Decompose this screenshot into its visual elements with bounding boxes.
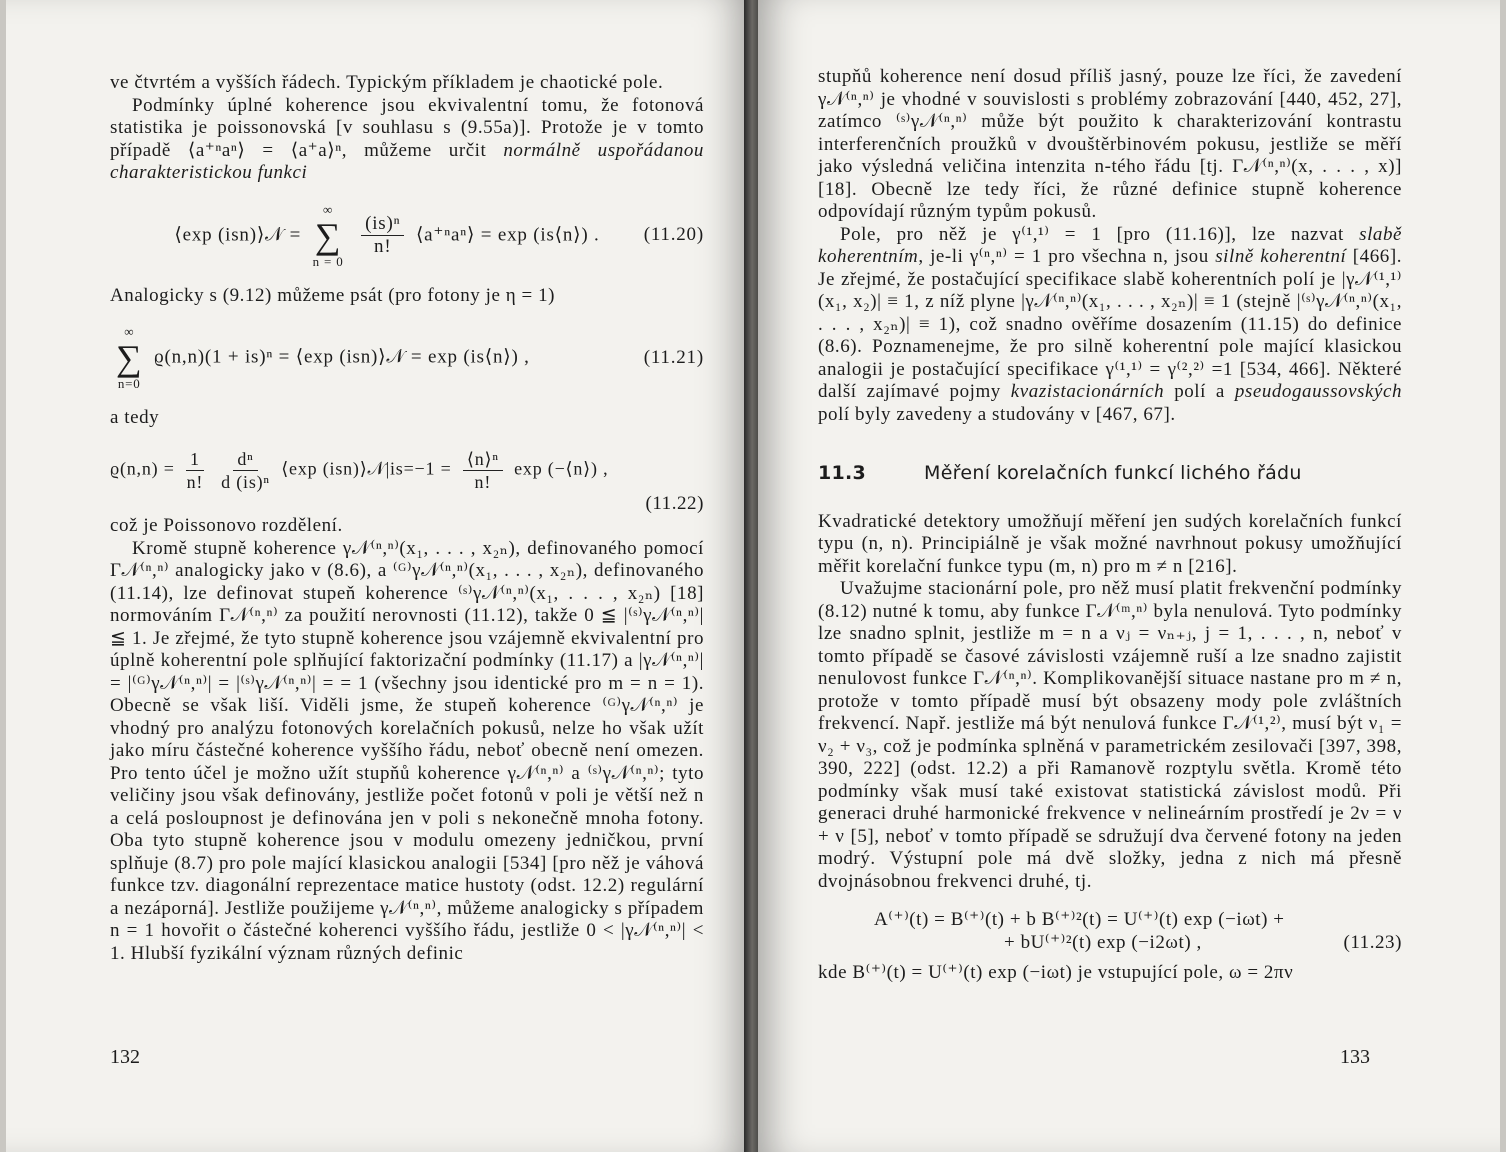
equation-number: (11.20) (643, 224, 704, 246)
denominator: d (is)ⁿ (221, 471, 270, 492)
eq-rhs: ϱ(n,n)(1 + is)ⁿ = ⟨exp (isn)⟩𝒩 = exp (is⟨n⟩) , (154, 346, 530, 368)
sigma-glyph: ∑ (314, 215, 342, 256)
fraction (463, 448, 503, 493)
equation-body (110, 448, 704, 493)
italic-term: slabě koherentním (818, 223, 1402, 267)
sum-lower-limit: n = 0 (312, 253, 344, 269)
section-number: 11.3 (818, 462, 867, 484)
paragraph (110, 95, 704, 185)
section-title: Měření korelačních funkcí lichého řádu (924, 462, 1302, 484)
equation-number: (11.21) (643, 346, 704, 368)
numerator: (is)ⁿ (361, 213, 404, 236)
paragraph: a tedy (110, 407, 160, 428)
italic-term: silně koherentní (1215, 246, 1347, 267)
fraction (186, 448, 204, 493)
equation-11-21 (110, 325, 704, 391)
italic-term: kvazistacionárních (1010, 381, 1165, 402)
equation-line: A⁽⁺⁾(t) = B⁽⁺⁾(t) + b B⁽⁺⁾²(t) = U⁽⁺⁾(t) exp (−iωt) + (874, 909, 1285, 930)
equation-line: + bU⁽⁺⁾²(t) exp (−i2ωt) , (1004, 931, 1202, 953)
right-page (758, 0, 1500, 1152)
fraction (221, 448, 270, 493)
equation-line-row (818, 932, 1402, 955)
sigma-glyph: ∑ (116, 338, 143, 378)
numerator: 1 (186, 448, 204, 471)
summation-symbol (116, 325, 142, 391)
text: , je-li γ⁽ⁿ,ⁿ⁾ = 1 pro všechna n, jsou (918, 246, 1216, 267)
text: polí a (1164, 381, 1235, 402)
text: Podmínky úplné koherence jsou ekvivalentní tomu, že fotonová statistika je poissonovská [v souhlasu s (9.55a)]. Protože je v tomto případě ⟨a⁺ⁿaⁿ⟩ = ⟨a⁺a⟩ⁿ, můžeme určit (110, 94, 704, 161)
page-number: 132 (110, 1046, 140, 1068)
paragraph: kde B⁽⁺⁾(t) = U⁽⁺⁾(t) exp (−iωt) je vstupující pole, ω = 2πν (818, 962, 1294, 983)
eq-rhs: ⟨a⁺ⁿaⁿ⟩ = exp (is⟨n⟩) . (415, 223, 600, 245)
denominator: n! (474, 471, 492, 492)
paragraph: Kromě stupně koherence γ𝒩⁽ⁿ,ⁿ⁾(x₁, . . . , x₂ₙ), definovaného pomocí Γ𝒩⁽ⁿ,ⁿ⁾ analogicky jako v (8.6), a ⁽ᴳ⁾γ𝒩⁽ⁿ,ⁿ⁾(x₁, . . . , x₂ₙ), definovaného (11.14), lze definovat stupeň koherence ⁽ˢ⁾γ𝒩⁽ⁿ,ⁿ⁾(x₁, . . . , x₂ₙ) [18] normováním Γ𝒩⁽ⁿ,ⁿ⁾ za použití nerovnosti (11.12), takže 0 ≦ |⁽ˢ⁾γ𝒩⁽ⁿ,ⁿ⁾| ≦ 1. Je zřejmé, že tyto stupně koherence jsou vzájemně ekvivalentní pro úplně koherentní pole splňující faktorizační podmínky (11.17) a |γ𝒩⁽ⁿ,ⁿ⁾| = |⁽ᴳ⁾γ𝒩⁽ⁿ,ⁿ⁾| = |⁽ˢ⁾γ𝒩⁽ⁿ,ⁿ⁾| = = 1 (všechny jsou identické pro m = n = 1). Obecně se však liší. Viděli jsme, že stupeň koherence ⁽ᴳ⁾γ𝒩⁽ⁿ,ⁿ⁾ je vhodný pro analýzu fotonových korelačních pokusů, nelze ho však užít jako míru částečné koherence vyššího řádu, neboť obecně není omezen. Pro tento účel je možno užít stupňů koherence γ𝒩⁽ⁿ,ⁿ⁾ a ⁽ˢ⁾γ𝒩⁽ⁿ,ⁿ⁾; tyto veličiny jsou však definovány, jestliže počet fotonů v poli je větší než n a celá posloupnost je definována jen v poli s nekonečně mnoha fotony. Oba tyto stupně koherence jsou v modulu omezeny jedničkou, první splňuje (8.7) pro pole mající klasickou analogii [534] [pro něž je váhová funkce tzv. diagonální reprezentace matice hustoty (odst. 12.2) regulární a nezáporná]. Jestliže použijeme γ𝒩⁽ⁿ,ⁿ⁾, můžeme analogicky s případem n = 1 hovořit o částečné koherenci vyššího řádu, jestliže 0 < |γ𝒩⁽ⁿ,ⁿ⁾| < 1. Hlubší fyzikální význam různých definic (110, 537, 704, 964)
text: [466]. Je zřejmé, že postačující specifikace slabě koherentních polí je |γ𝒩⁽¹,¹⁾(x₁, x₂)| ≡ 1, z níž plyne |γ𝒩⁽ⁿ,ⁿ⁾(x₁, . . . , x₂ₙ)| ≡ 1 (stejně |⁽ˢ⁾γ𝒩⁽ⁿ,ⁿ⁾(x₁, . . . , x₂ₙ)| ≡ 1), což snadno ověříme dosazením (11.15) do definice (8.6). Poznamenejme, že pro silně koherentní pole mající klasickou analogii je postačující specifikace γ⁽¹,¹⁾ = γ⁽²,²⁾ =1 [534, 466]. Některé další zajímavé pojmy (818, 246, 1403, 402)
paragraph: Uvažujme stacionární pole, pro něž musí platit frekvenční podmínky (8.12) nutné k tomu, aby funkce Γ𝒩⁽ᵐ,ⁿ⁾ byla nenulová. Tyto podmínky lze snadno splnit, jestliže m = n a νⱼ = νₙ₊ⱼ, j = 1, . . . , n, neboť v tomto případě se časové závislosti vzájemně ruší a lze snadno zajistit nenulovost funkce Γ𝒩⁽ⁿ,ⁿ⁾. Komplikovanější situace nastane pro m ≠ n, protože v tomto případě musí být obsazeny mody pole zvláštních frekvencí. Např. jestliže má být nenulová funkce Γ𝒩⁽¹,²⁾, musí být ν₁ = ν₂ + ν₃, což je podmínka splněná v parametrickém zesilovači [397, 398, 390, 222] (odst. 12.2) a při Ramanově rozptylu světla. Kromě této podmínky však musí také existovat statistická závislost modů. Při generaci druhé harmonické frekvence v nelineárním prostředí je 2ν = ν + ν [5], neboť v tomto případě se sdružují dva červené fotony na jeden modrý. Výstupní pole má dvě složky, jedna z nich má přesně dvojnásobnou frekvenci druhé, tj. (818, 578, 1402, 892)
paragraph (818, 224, 1402, 427)
eq-lhs: ⟨exp (isn)⟩𝒩 = (174, 223, 302, 245)
sum-lower-limit: n=0 (117, 376, 141, 391)
right-page-body (818, 66, 1402, 985)
equation-11-22 (110, 448, 704, 493)
equation-number: (11.23) (1343, 931, 1402, 953)
left-page-body (110, 72, 704, 965)
eq-lhs: ϱ(n,n) = (110, 458, 175, 479)
equation-11-23 (818, 909, 1402, 954)
sum-upper-limit: ∞ (323, 201, 334, 217)
left-page (6, 0, 748, 1152)
paragraph: ve čtvrtém a vyšších řádech. Typickým příkladem je chaotické pole. (110, 72, 664, 93)
sum-upper-limit: ∞ (124, 324, 135, 339)
numerator: dⁿ (233, 448, 257, 471)
paragraph: Kvadratické detektory umožňují měření jen sudých korelačních funkcí typu (n, n). Principiálně je však možné navrhnout pokusy umožňující měřit korelační funkce typu (m, n) pro m ≠ n [216]. (818, 510, 1402, 577)
equation-body (110, 325, 624, 391)
denominator: n! (374, 236, 392, 257)
section-heading (818, 462, 1402, 485)
text: Pole, pro něž je γ⁽¹,¹⁾ = 1 [pro (11.16)], lze nazvat (840, 223, 1360, 245)
denominator: n! (186, 471, 204, 492)
italic-term: pseudogaussovských (1234, 381, 1403, 402)
paragraph: Analogicky s (9.12) můžeme psát (pro fotony je η = 1) (110, 284, 556, 306)
equation-number: (11.22) (645, 492, 704, 514)
eq-middle: ⟨exp (isn)⟩𝒩|is=−1 = (281, 458, 452, 479)
paragraph: což je Poissonovo rozdělení. (110, 515, 343, 536)
page-number: 133 (1340, 1046, 1370, 1068)
fraction (361, 213, 404, 258)
numerator: ⟨n⟩ⁿ (463, 448, 503, 471)
text: polí byly zavedeny a studovány v [467, 67]. (818, 403, 1176, 425)
equation-body (150, 203, 624, 269)
summation-symbol (313, 203, 344, 269)
paragraph: stupňů koherence není dosud příliš jasný, pouze lze říci, že zavedení γ𝒩⁽ⁿ,ⁿ⁾ je vhodné v souvislosti s problémy zobrazování [440, 452, 27], zatímco ⁽ˢ⁾γ𝒩⁽ⁿ,ⁿ⁾ může být použito k charakterizování kontrastu interferenčních proužků v dvouštěrbinovém pokusu, jestliže se měří jako výsledná veličina intenzita n-tého řádu [tj. Γ𝒩⁽ⁿ,ⁿ⁾(x, . . . , x)] [18]. Obecně lze tedy říci, že různé definice stupně koherence odpovídají různým typům pokusů. (818, 66, 1402, 222)
italic-term: normálně uspořádanou charakteristickou funkci (110, 139, 704, 183)
eq-rhs: exp (−⟨n⟩) , (514, 458, 609, 479)
equation-11-20 (110, 203, 704, 269)
